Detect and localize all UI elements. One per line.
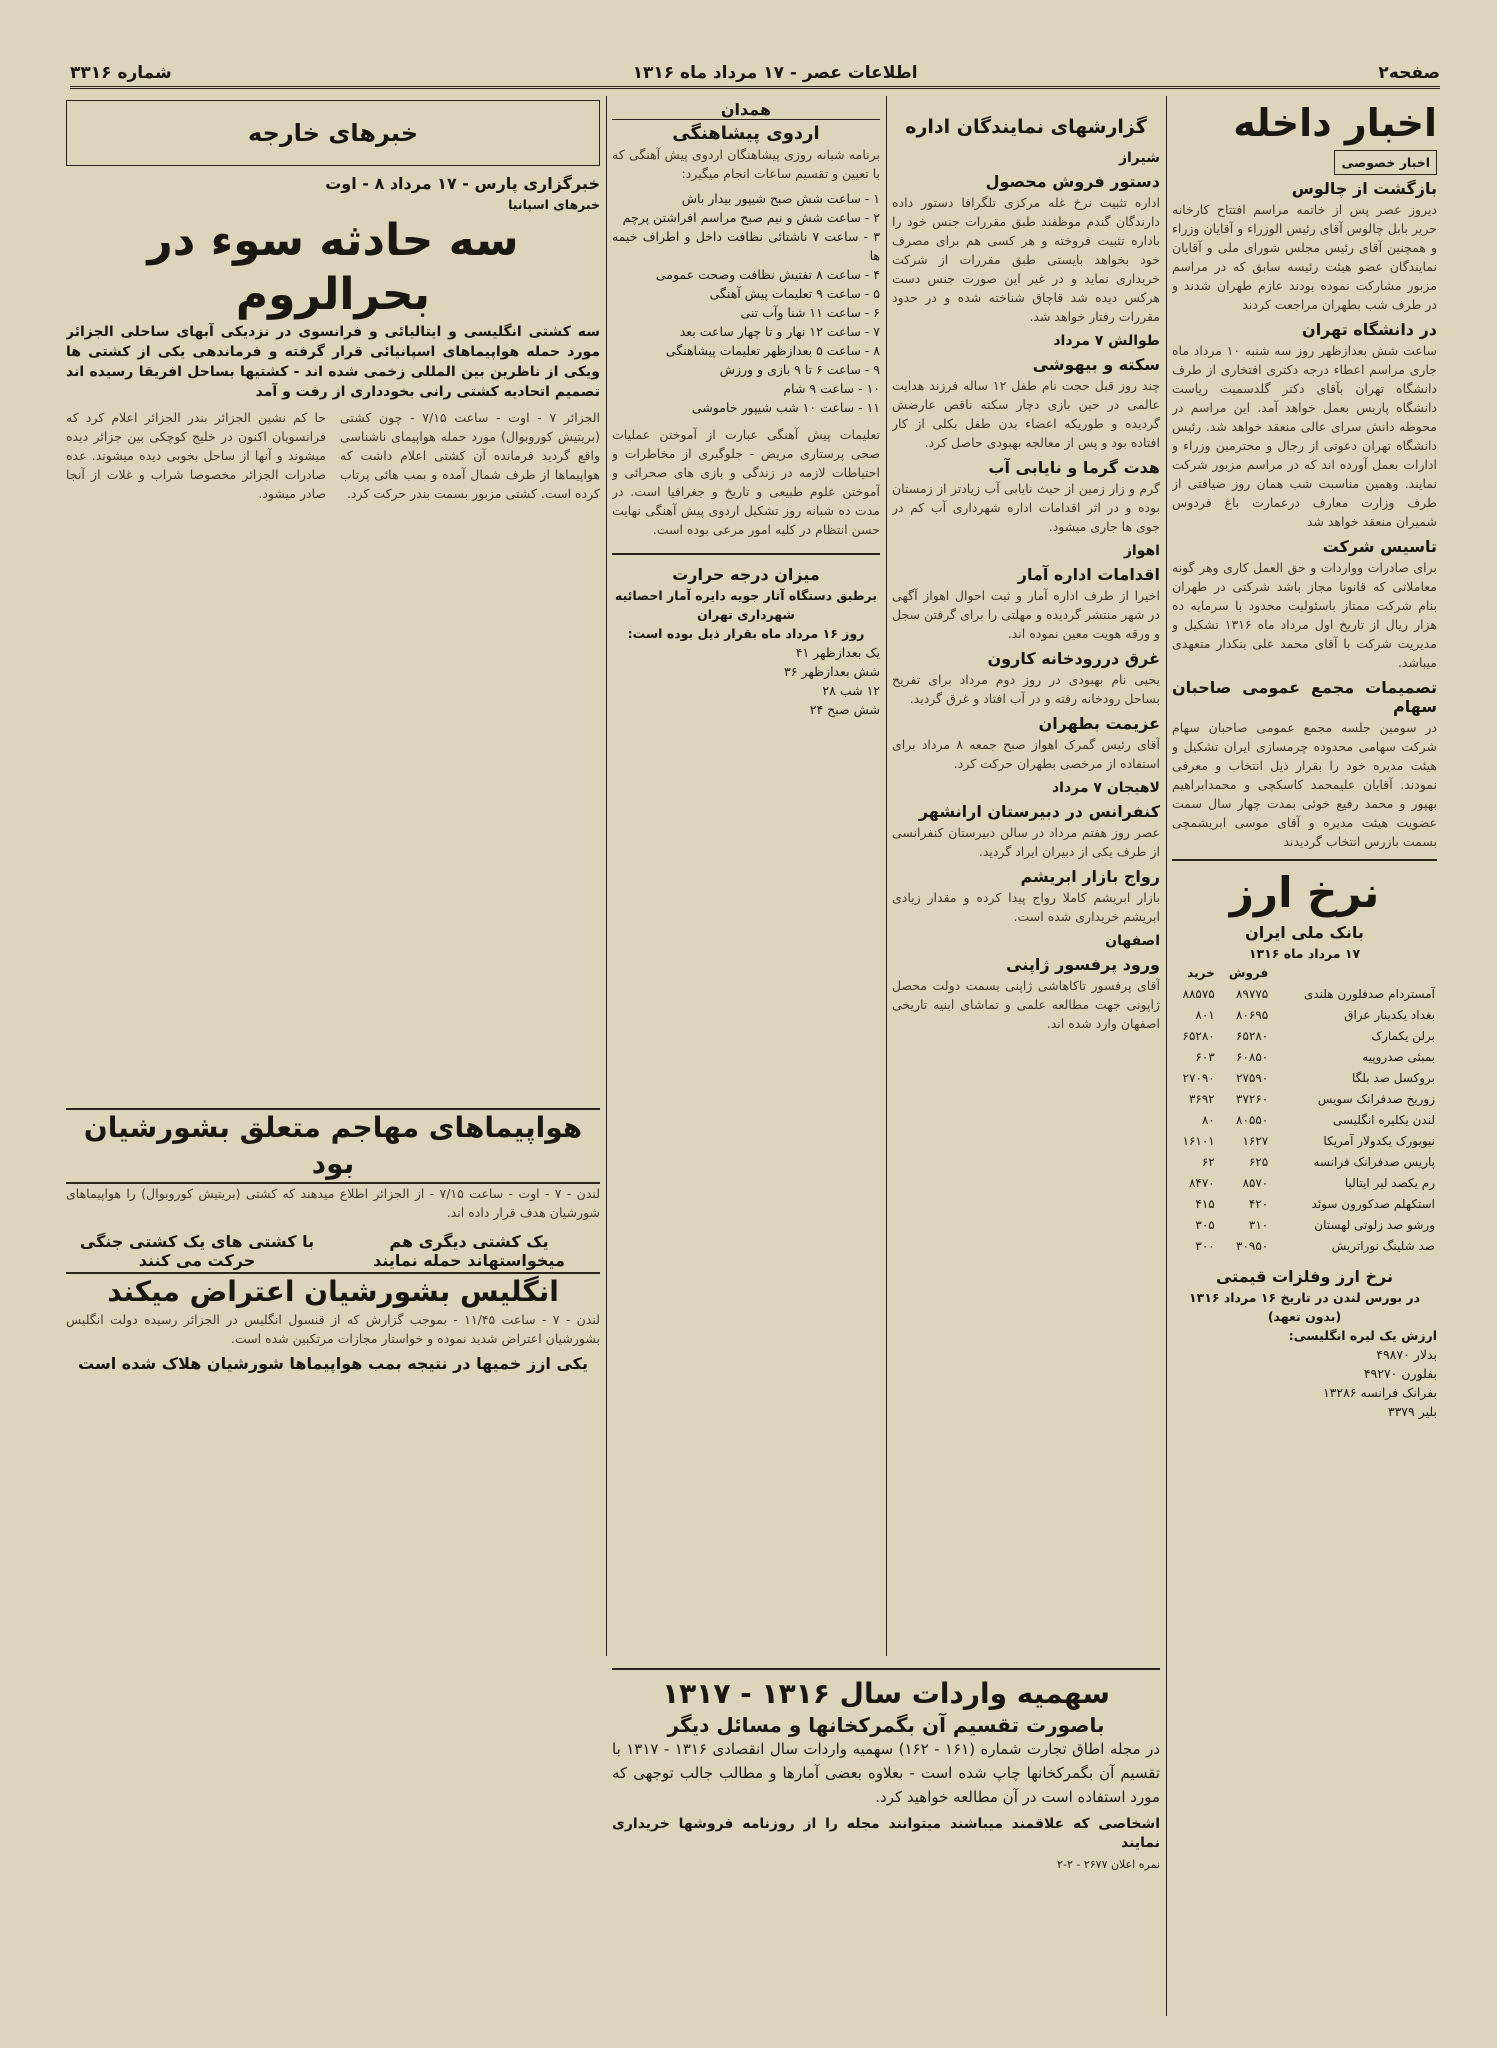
ad-code: نمره اعلان ۲۶۷۷ - ۲-۲ (1057, 1858, 1160, 1871)
table-row: برلن یکمارک ۶۵۲۸۰ ۶۵۲۸۰ (1182, 1029, 1435, 1043)
schedule-item: ۳ - ساعت ۷ ناشتائی نظافت داخل و اطراف خیمه ها (612, 229, 880, 263)
item-title: اقدامات اداره آمار (1017, 565, 1160, 584)
schedule-item: ۸ - ساعت ۵ بعدازظهر تعلیمات پیشاهنگی (665, 343, 880, 358)
foreign-news-column (66, 96, 600, 1656)
item-text: آقای پرفسور تاکاهاشی ژاپنی بسمت دولت محصل ژاپونی جهت مطالعه علمی و تماشای ابنیه تاریخی اصفهان وارد شده اند. (892, 978, 1160, 1031)
currency-title: نرخ ارز (1229, 868, 1380, 917)
gbp-row: بفرانک فرانسه ۱۳۲۸۶ (1322, 1385, 1437, 1400)
table-row: بروکسل صد بلگا ۲۷۵۹۰ ۲۷۰۹۰ (1182, 1071, 1435, 1085)
issue-number: شماره ۳۳۱۶ (70, 63, 172, 83)
gbp-row: بلیر ۳۳۷۹ (1387, 1404, 1437, 1419)
special-news-box: اخبار خصوصی (1334, 150, 1437, 175)
page-label: صفحه۲ (1378, 63, 1440, 83)
item-title: بازگشت از چالوس (1291, 179, 1437, 198)
ad-text: در مجله اطاق تجارت شماره (۱۶۱ - ۱۶۲) سهمیه واردات سال انقصادی ۱۳۱۶ - ۱۳۱۷ با تقسیم آن بگمرکخانها چاپ شده است - بعلاوه بعضی آمارها و مطالب جالب توجهی که مورد استفاده است در آن مطالعه خواهید کرد. (612, 1740, 1160, 1806)
camp-title: اردوی پیشاهنگی (672, 123, 820, 144)
body-text: لندن - ۷ - ساعت ۱۱/۴۵ - بموجب گزارش که از قنسول انگلیس در الجزائر رسیده دولت انگلیس بشورشیان اعتراض شدید نموده و خواستار مجازات مرتکبین شده است. (66, 1312, 600, 1346)
ad-footer: اشخاصی که علاقمند میباشند میتوانند مجله را از روزنامه فروشها خریداری نمایند (612, 1816, 1160, 1851)
item-title: عزیمت بطهران (1038, 714, 1160, 733)
metals-title: نرخ ارز وفلزات قیمتی (1215, 1267, 1394, 1286)
item-text: دیروز عصر پس از خاتمه مراسم افتتاح کارخانه حریر بابل چالوس آقای رئیس الوزراء و آقایان وزراء و همچنین آقای رئیس مجلس شورای ملی و آقایان نمایندگان عضو هیئت رئیسه سابق که در مراسم مزبور مشارکت نموده بودند عازم طهران شدند و در طرف شب بطهران مراجعت کردند (1172, 202, 1437, 312)
camp-intro: برنامه شبانه روزی پیشاهنگان اردوی پیش آهنگی که با تعیین و تقسیم ساعات انجام میگیرد: (612, 147, 880, 181)
provincial-title: گزارشهای نمایندگان اداره (905, 116, 1147, 138)
gbp-row: بفلورن ۴۹۲۷۰ (1363, 1366, 1437, 1381)
metals-sub2: (بدون تعهد) (1267, 1309, 1342, 1324)
item-text: بازار ابریشم کاملا رواج پیدا کرده و مقدار زیادی ابریشم خریداری شده است. (892, 890, 1160, 924)
ad-box (612, 1676, 1160, 1956)
masthead: اخبار داخله (1233, 101, 1437, 145)
schedule-item: ۵ - ساعت ۹ تعلیمات پیش آهنگی (709, 286, 880, 301)
temperature-row: شش بعدازظهر ۳۶ (784, 664, 880, 679)
item-text: عصر روز هفتم مرداد در سالن دبیرستان کنفرانسی از طرف یکی از دبیران ایراد گردید. (892, 825, 1160, 859)
temperature-row: ۱۲ شب ۲۸ (822, 683, 880, 698)
table-row: زوریخ صدفرانک سویس ۳۷۲۶۰ ۳۶۹۲ (1188, 1092, 1435, 1106)
schedule-item: ۱۰ - ساعت ۹ شام (783, 381, 880, 396)
item-title: تصمیمات مجمع عمومی صاحبان سهام (1172, 678, 1437, 716)
agency-sub: خبرهای اسپانیا (508, 197, 600, 212)
subhead: با کشتی های یک کشتی جنگی حرکت می کنند (79, 1232, 315, 1270)
bank-name: بانک ملی ایران (1245, 923, 1364, 942)
table-row: بمبئی صدروپیه ۶۰۸۵۰ ۶۰۳ (1195, 1050, 1435, 1064)
right-column (1172, 96, 1437, 2016)
headline-1: سه حادثه سوء در بحرالروم (147, 215, 519, 320)
currency-date: ۱۷ مرداد ماه ۱۳۱۶ (1248, 946, 1361, 961)
item-text: چند روز قبل حجت نام طفل ۱۲ ساله فرزند هدایت عالمی در حین بازی دچار سکته ناقص عارضش گردیده و طوریکه اعضاء بدن طفل بکلی از کار افتاده بود و پس از معالجه بهبودی حاصل کرد. (892, 378, 1160, 450)
schedule-item: ۷ - ساعت ۱۲ نهار و تا چهار ساعت بعد (679, 324, 880, 339)
table-row: پاریس صدفرانک فرانسه ۶۲۵ ۶۲ (1201, 1155, 1435, 1169)
provincial-column (892, 96, 1160, 1656)
place-label: اصفهان (1105, 933, 1160, 949)
table-row: صد شلینگ نوراتریش ۳۰۹۵۰ ۳۰۰ (1195, 1239, 1435, 1253)
metals-sub: در بورس لندن در تاریخ ۱۶ مرداد ۱۳۱۶ (1188, 1290, 1421, 1305)
col-header: خرید (1187, 966, 1215, 980)
ad-subtitle: باصورت تقسیم آن بگمرکخانها و مسائل دیگر (667, 1713, 1105, 1737)
temperature-row: شش صبح ۲۴ (809, 702, 880, 717)
page-header (70, 60, 1440, 89)
item-title: تاسیس شرکت (1322, 537, 1437, 556)
col-header: فروش (1228, 966, 1269, 980)
table-row: لندن یکلیره انگلیسی ۸۰۵۵۰ ۸۰ (1201, 1113, 1435, 1127)
foreign-news-logo (66, 100, 600, 166)
table-row: نیویورک یکدولار آمریکا ۱۶۲۷ ۱۶۱۰۱ (1182, 1134, 1435, 1148)
item-text: در سومین جلسه مجمع عمومی صاحبان سهام شرکت سهامی محدوده چرمسازی ایران تشکیل و هیئت مدیره خود را بقرار ذیل انتخاب و معرفی نمودند. آقایان علیمحمد کاسکچی و محمدابراهیم بهپور و محمد رفیع خوئی بمدت چهار سال سمت عضویت هیئت مدیره و آقای موسی ابریشمچی بسمت بازرس انتخاب گردیدند (1172, 720, 1437, 849)
item-title: غرق دررودخانه کارون (987, 649, 1160, 668)
schedule-item: ۱ - ساعت شش صبح شیپور بیدار باش (681, 191, 880, 206)
column-rule (886, 96, 887, 1656)
subhead: یک کشتی دیگری هم میخواستهاند حمله نمایند (373, 1232, 565, 1270)
item-text: آقای رئیس گمرک اهواز صبح جمعه ۸ مرداد برای استفاده از مرخصی بطهران حرکت کرد. (892, 737, 1160, 771)
currency-table (1172, 963, 1437, 1257)
item-title: دستور فروش محصول (985, 172, 1160, 191)
table-header (1172, 963, 1437, 984)
body-text: الجزائر ۷ - اوت - ساعت ۷/۱۵ - چون کشتی (بریتیش کوروبوال) مورد حمله هواپیمای ناشناسی واقع گردید فرمانده آن کشتی اعلام داشت که هواپیماها از طرف شمال آمده و بمب هائی پرتاب کرده است. کشتی مزبور بسمت بندر حرکت کرد. (340, 410, 600, 501)
headline-3: انگلیس بشورشیان اعتراض میکند (66, 1272, 600, 1310)
subheads-row (66, 1228, 600, 1272)
item-text: اداره تثبیت نرخ غله مرکزی تلگرافا دستور داده دارندگان گندم موظفند طبق مقررات جنس خود را باداره تثبیت فروخته و هر کسی هم برای مصرف خود بخواهد بایستی طبق مقررات از شرکت خریداری نماید و در غیر این صورت جنس دست هرکس دیده شد قاچاق شناخته شده و در حدود مقررات رفتار خواهد شد. (892, 195, 1160, 324)
schedule-item: ۴ - ساعت ۸ تفتیش نظافت وصحت عمومی (655, 267, 880, 282)
footer-note: یکی ازز خمیها در نتیجه بمب هواپیماها شورشیان هلاک شده است (78, 1354, 588, 1373)
schedule-item: ۶ - ساعت ۱۱ شنا وآب تنی (740, 305, 880, 320)
body-text: لندن - ۷ - اوت - ساعت ۷/۱۵ - از الجزائر اطلاع میدهند که کشتی (بریتیش کوروبوال) را هواپیماهای شورشیان هدف قرار داده اند. (66, 1186, 600, 1220)
item-title: کنفرانس در دبیرستان ارانشهر (918, 802, 1160, 821)
schedule-item: ۱۱ - ساعت ۱۰ شب شیپور خاموشی (691, 400, 880, 415)
item-text: برای صادرات وواردات و حق العمل کاری وهر گونه معاملاتی که قانونا مجاز باشد شرکتی در طهران بنام شرکت ممتاز باسئولیت محدود با سرمایه ده هزار ریال از تاریخ اول مرداد ماه ۱۳۱۶ تشکیل و مدیریت شرکت با آقای محمد علی بنکدار متعهدی میباشد. (1172, 560, 1437, 670)
camp-body: تعلیمات پیش آهنگی عبارت از آموختن عملیات صحی پرستاری مریض - جلوگیری از مخاطرات و احتیاطات لازمه در زندگی و بازی های صحرائی و آموختن علوم طبیعی و تاریخ و جغرافیا است. در مدت ده شبانه روز تشکیل اردوی پیش آهنگی نهایت حسن انتظام در کلیه امور مرعی بوده است. (612, 427, 880, 537)
table-row: بغداد یکدینار عراق ۸۰۶۹۵ ۸۰۱ (1195, 1008, 1435, 1022)
foreign-news-logo-text: خبرهای خارجه (248, 118, 419, 147)
item-text: اخیرا از طرف اداره آمار و ثبت احوال اهواز آگهی در شهر منتشر گردیده و مهلتی را برای گرفتن سجل و ورقه هویت معین نموده اند. (892, 588, 1160, 641)
item-title: رواج بازار ابریشم (1020, 867, 1160, 886)
header-title: اطلاعات عصر - ۱۷ مرداد ماه ۱۳۱۶ (632, 63, 918, 83)
city-label: همدان (612, 100, 880, 120)
agency-line: خبرگزاری پارس - ۱۷ مرداد ۸ - اوت (325, 174, 600, 193)
item-title: هدت گرما و نایابی آب (988, 458, 1160, 477)
table-row: استکهلم صدکورون سوئد ۴۲۰ ۴۱۵ (1195, 1197, 1435, 1211)
body-text: حا کم نشین الجزائر بندر الجزائر اعلام کرد که فرانسویان اکنون در خلیج کوچکی بین جزائر دیده میشوند و آنها از ساحل بخوبی دیده میشوند. عده صادرات الجزائر مخصوصا شراب و غلات از آنجا صادر میشود. (66, 410, 326, 501)
gbp-title: ارزش یک لیره انگلیسی: (1288, 1328, 1437, 1343)
place-label: اهواز (1123, 543, 1160, 559)
temperature-title: میزان درجه حرارت (672, 565, 820, 584)
item-text: ساعت شش بعدازظهر روز سه شنبه ۱۰ مرداد ماه جاری مراسم اعطاء درجه دکتری افتخاری از طرف دانشگاه تهران بآقای دکتر گلدسمیت ریاست دانشگاه پاریس بعمل خواهد آمد. این مراسم در محوطه دانش سرای عالی منعقد خواهد شد. رئیس دانشگاه تهران دعوتی از رجال و محترمین وزراء و ادارات بعمل آورده اند که در مراسم مزبور شرکت نمایند. وهمین مناسبت شب همان روز ضیافتی از طرف وزارت معارف درعمارت باغ فردوس شمیران منعقد خواهد شد (1172, 343, 1437, 529)
currency-section (1172, 859, 1437, 1421)
temperature-sub: برطبق دستگاه آثار جویه دایره آمار احصائیه شهرداری تهران (614, 588, 877, 622)
lead-1: سه کشتی انگلیسی و ایتالیائی و فرانسوی در نزدیکی آبهای ساحلی الجزائر مورد حمله هواپیماهای اسپانیائی قرار گرفته و فرماندهی یکی از کشتی ها ویکی از ناظرین بین المللی زخمی شده اند - کشتیها بساحل افریقا رسیده اند تصمیم اتحادیه کشتی رانی بخودداری از رفت و آمد (66, 324, 600, 400)
table-row: رم یکصد لیر ایتالیا ۸۵۷۰ ۸۴۷۰ (1188, 1176, 1435, 1190)
temperature-box (612, 553, 880, 719)
table-row: ورشو صد زلوتی لهستان ۳۱۰ ۳۰۵ (1195, 1218, 1435, 1232)
item-title: در دانشگاه تهران (1302, 320, 1437, 339)
place-label: طوالش ۷ مرداد (1053, 333, 1160, 349)
headline-2: هواپیماهای مهاجم متعلق بشورشیان بود (66, 1108, 600, 1184)
schedule-item: ۲ - ساعت شش و نیم صبح مراسم افراشتن پرچم (622, 210, 880, 225)
table-row: آمستردام صدفلورن هلندی ۸۹۷۷۵ ۸۸۵۷۵ (1182, 987, 1435, 1001)
column-rule (606, 96, 607, 1656)
column-rule (1166, 96, 1167, 2016)
center-column (612, 96, 880, 1656)
temperature-date: روز ۱۶ مرداد ماه بقرار ذیل بوده است: (627, 626, 865, 641)
schedule-item: ۹ - ساعت ۶ تا ۹ بازی و ورزش (719, 362, 880, 377)
item-title: سکته و بیهوشی (1032, 355, 1160, 374)
ad-rule (612, 1668, 1160, 1670)
gbp-row: بدلار ۴۹۸۷۰ (1376, 1347, 1437, 1362)
item-text: گرم و زار زمین از حیث نایابی آب زیادتر از زمستان بوده و در اثر اقدامات اداره شهرداری آب کم در جوی ها جاری میشود. (892, 481, 1160, 534)
ad-title: سهمیه واردات سال ۱۳۱۶ - ۱۳۱۷ (662, 1677, 1110, 1710)
item-text: یحیی نام بهبودی در روز دوم مرداد برای تفریح بساحل رودخانه رفته و در آب افتاد و غرق گردید. (892, 672, 1160, 706)
place-label: شیراز (1118, 150, 1160, 166)
item-title: ورود پرفسور ژاپنی (1006, 955, 1160, 974)
body-columns (66, 408, 600, 1108)
place-label: لاهیجان ۷ مرداد (1052, 780, 1160, 796)
temperature-row: یک بعدازظهر ۴۱ (795, 645, 880, 660)
